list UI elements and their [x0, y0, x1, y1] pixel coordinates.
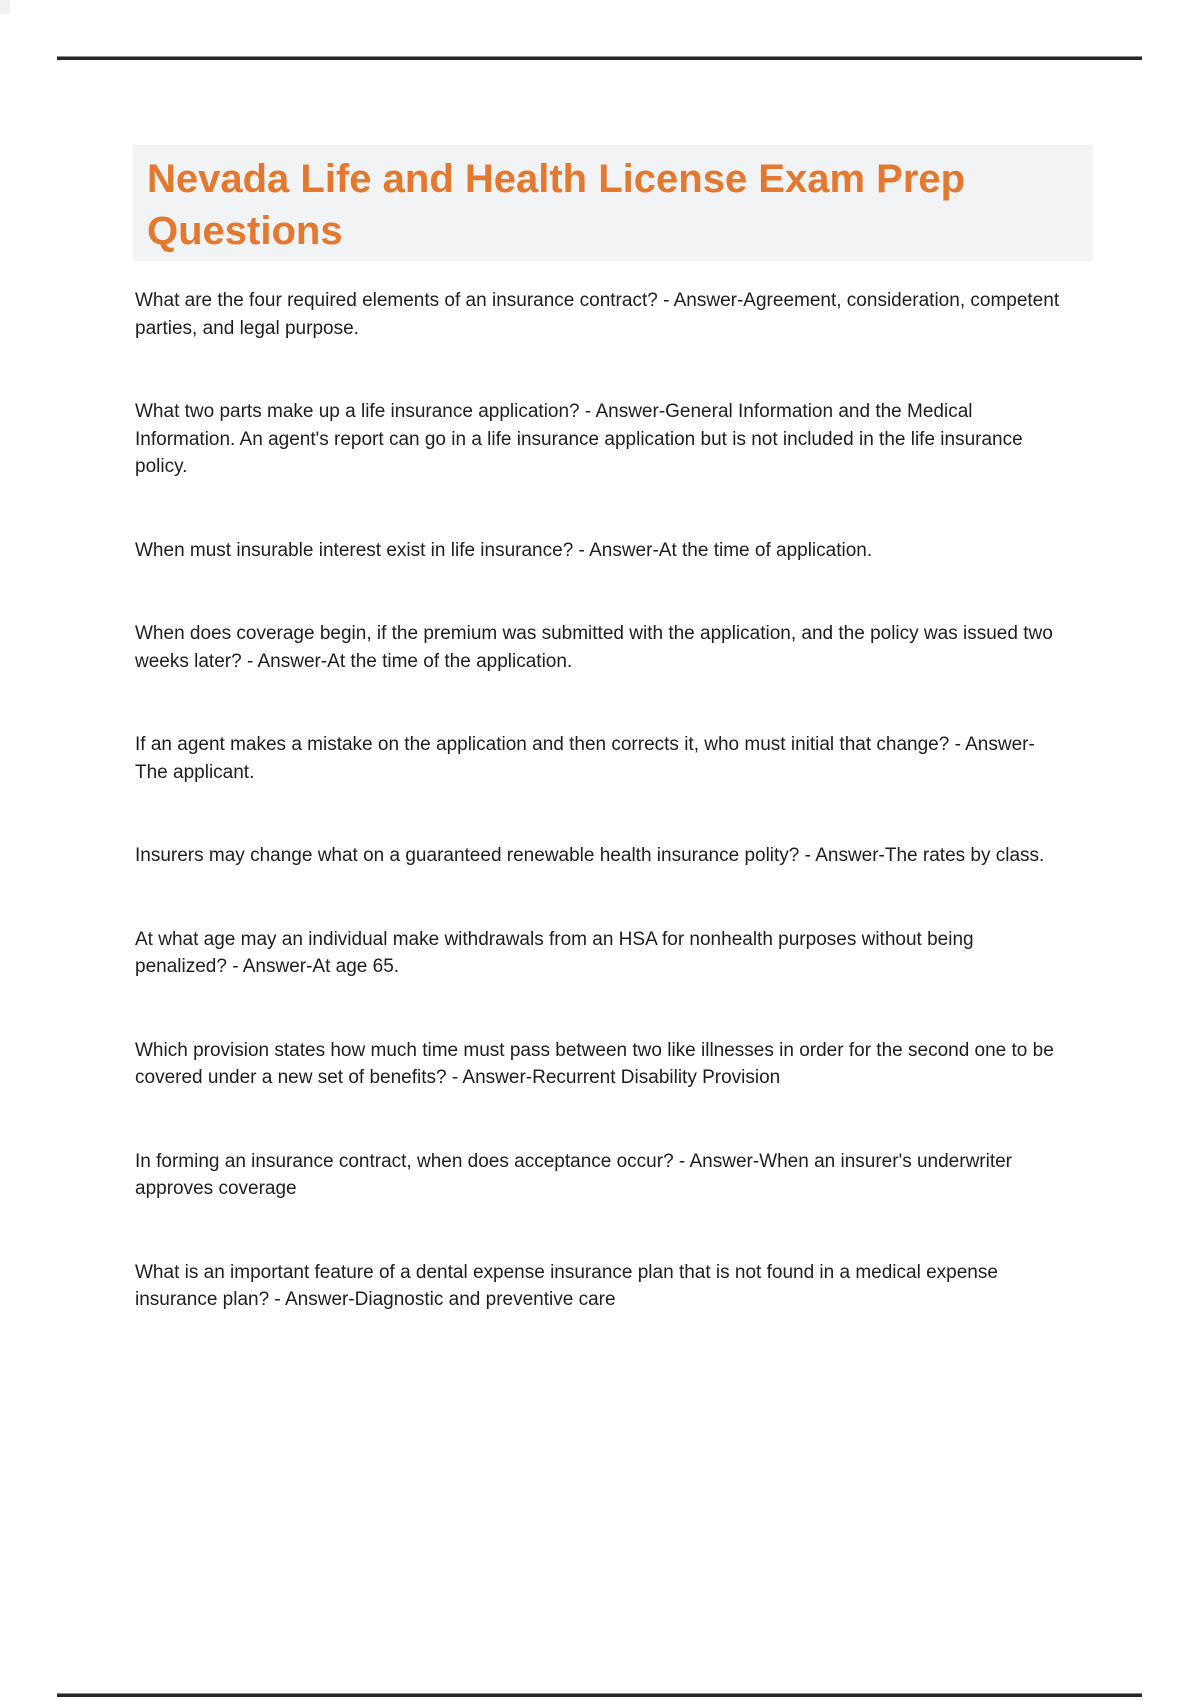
qa-paragraph: Which provision states how much time must pass between two like illnesses in order for the second one to be covered under a new set of benefits? - Answer-Recurrent Disability Provision: [135, 1039, 1054, 1088]
qa-paragraph: What is an important feature of a dental expense insurance plan that is not found in a medical expense insurance plan? - Answer-Diagnostic and preventive care: [135, 1261, 998, 1310]
qa-paragraph: Insurers may change what on a guaranteed renewable health insurance polity? - Answer-The rates by class.: [135, 845, 1045, 866]
qa-paragraph: At what age may an individual make withdrawals from an HSA for nonhealth purposes without being penalized? - Answer-At age 65.: [135, 928, 974, 977]
top-border-line: [57, 56, 1142, 60]
corner-artifact: [0, 0, 10, 14]
page-title: Nevada Life and Health License Exam Prep Questions: [147, 157, 966, 253]
qa-paragraph: In forming an insurance contract, when does acceptance occur? - Answer-When an insurer's underwriter approves coverage: [135, 1150, 1013, 1199]
title-highlight: [133, 145, 1093, 261]
qa-paragraph: What two parts make up a life insurance application? - Answer-General Information and the Medical Information. An agent's report can go in a life insurance application but is not included in the life insurance policy.: [135, 401, 1023, 477]
qa-paragraph: When does coverage begin, if the premium was submitted with the application, and the policy was issued two weeks later? - Answer-At the time of the application.: [135, 623, 1053, 672]
qa-paragraph: What are the four required elements of an insurance contract? - Answer-Agreement, consideration, competent parties, and legal purpose.: [135, 290, 1060, 339]
qa-paragraph: If an agent makes a mistake on the application and then corrects it, who must initial that change? - Answer-The applicant.: [135, 734, 1035, 783]
qa-paragraph: When must insurable interest exist in life insurance? - Answer-At the time of application.: [135, 539, 873, 561]
qa-content: [135, 287, 1065, 1370]
bottom-border-line: [57, 1693, 1142, 1697]
